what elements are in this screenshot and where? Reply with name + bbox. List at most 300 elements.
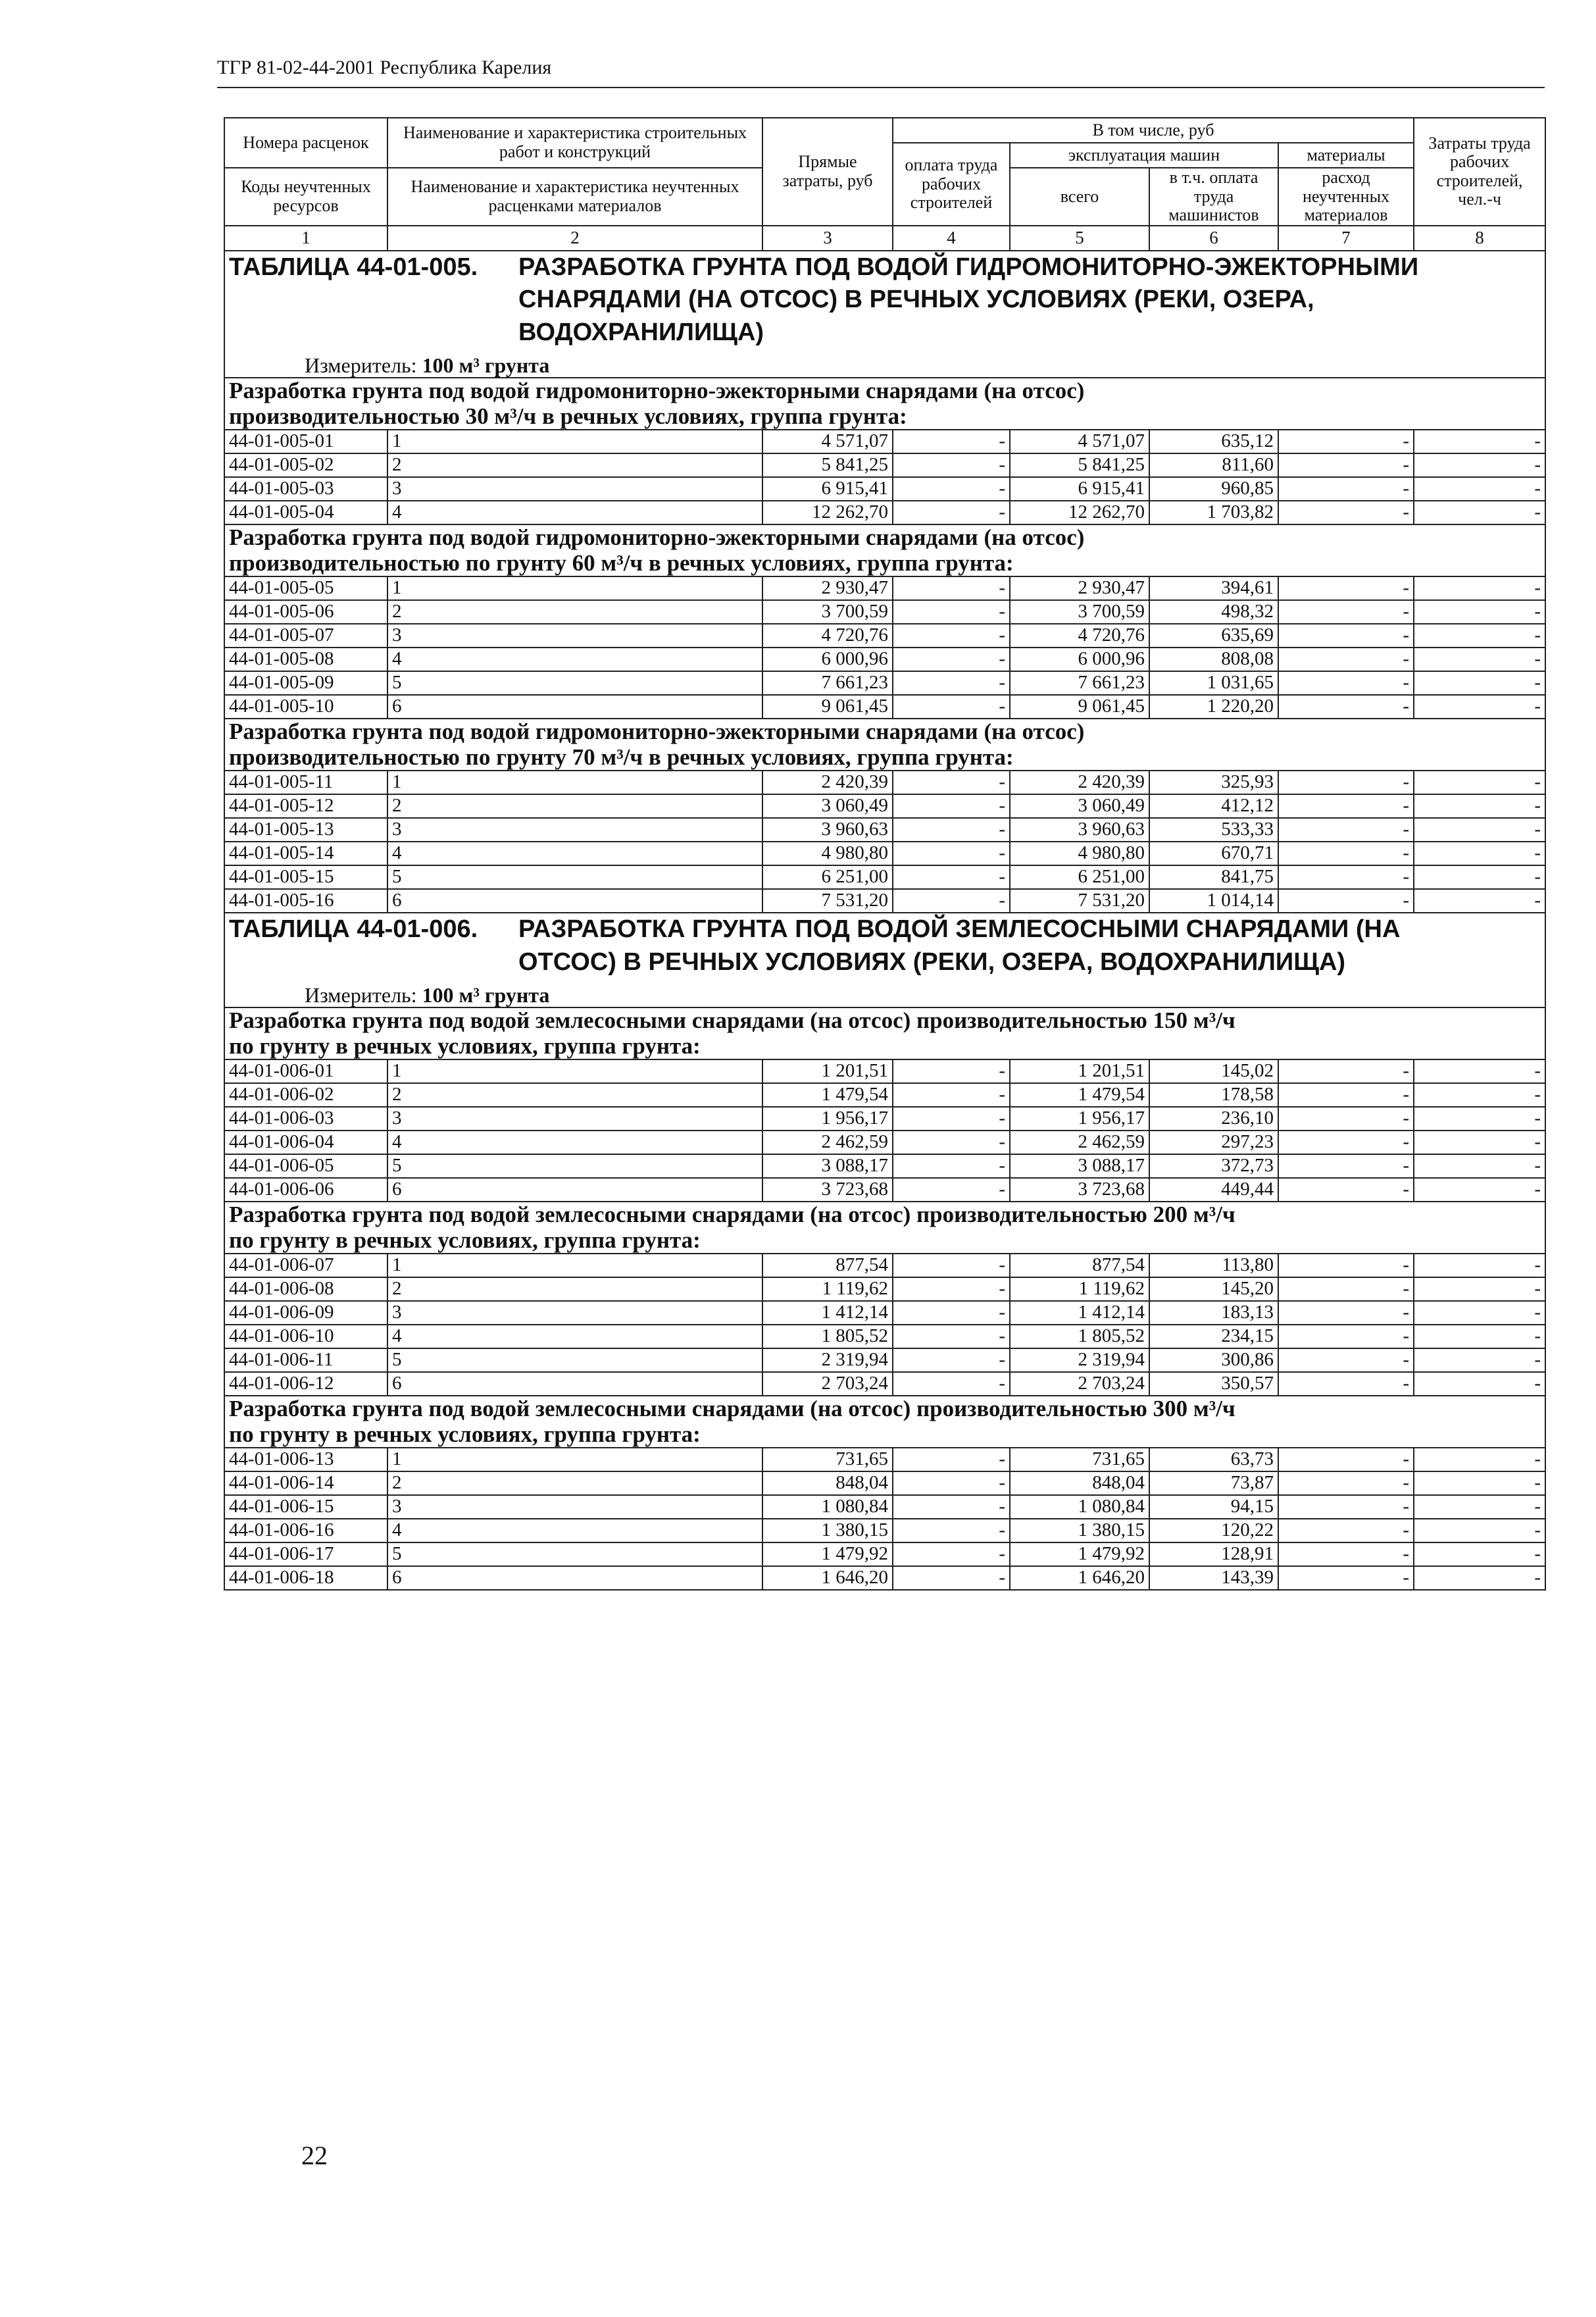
table-row (224, 624, 1545, 648)
section-title-row (224, 1007, 1545, 1059)
soil-group: 4 (387, 842, 762, 865)
direct-cost: 12 262,70 (762, 501, 893, 524)
materials-cost: - (1278, 794, 1414, 818)
table-row (224, 842, 1545, 865)
machines-cost: 3 700,59 (1010, 600, 1149, 624)
rate-code: 44-01-005-14 (224, 842, 387, 865)
direct-cost: 877,54 (762, 1254, 893, 1277)
direct-cost: 848,04 (762, 1471, 893, 1495)
table-row (224, 1254, 1545, 1277)
table-row (224, 1178, 1545, 1202)
column-numbers-row (224, 226, 1545, 251)
machines-cost: 4 980,80 (1010, 842, 1149, 865)
materials-cost: - (1278, 1059, 1414, 1083)
section-title-line: Разработка грунта под водой гидромониторно-эжекторными снарядами (на отсос) (229, 719, 1085, 745)
machines-cost: 1 805,52 (1010, 1325, 1149, 1348)
col-header-incl: В том числе, руб (893, 118, 1414, 143)
section-title-line: производительностью по грунту 60 м³/ч в речных условиях, группа грунта: (229, 549, 1014, 576)
labor-cost: - (1414, 1348, 1545, 1372)
direct-cost: 1 412,14 (762, 1301, 893, 1325)
machinists-pay: 1 703,82 (1149, 501, 1278, 524)
labor-cost: - (1414, 818, 1545, 842)
labor-pay: - (893, 842, 1010, 865)
soil-group: 6 (387, 1372, 762, 1396)
table-row (224, 1083, 1545, 1107)
measure-unit (229, 984, 1541, 1007)
labor-pay: - (893, 794, 1010, 818)
machines-cost: 848,04 (1010, 1471, 1149, 1495)
rate-code: 44-01-005-11 (224, 771, 387, 794)
section-title-line: Разработка грунта под водой гидромониторно-эжекторными снарядами (на отсос) (229, 378, 1085, 404)
labor-cost: - (1414, 1471, 1545, 1495)
soil-group: 5 (387, 671, 762, 695)
col-header-direct: Прямые затраты, руб (762, 118, 893, 226)
machinists-pay: 498,32 (1149, 600, 1278, 624)
page-number: 22 (301, 2141, 328, 2170)
direct-cost: 2 930,47 (762, 576, 893, 600)
table-title (224, 251, 1545, 378)
labor-cost: - (1414, 453, 1545, 477)
labor-pay: - (893, 453, 1010, 477)
soil-group: 3 (387, 1495, 762, 1519)
direct-cost: 2 462,59 (762, 1131, 893, 1154)
machinists-pay: 63,73 (1149, 1448, 1278, 1471)
table-row (224, 453, 1545, 477)
rate-code: 44-01-006-17 (224, 1542, 387, 1566)
table-title (224, 913, 1545, 1007)
labor-pay: - (893, 1325, 1010, 1348)
materials-cost: - (1278, 624, 1414, 648)
table-row (224, 695, 1545, 719)
direct-cost: 1 201,51 (762, 1059, 893, 1083)
labor-pay: - (893, 1495, 1010, 1519)
direct-cost: 3 088,17 (762, 1154, 893, 1178)
machines-cost: 5 841,25 (1010, 453, 1149, 477)
direct-cost: 2 319,94 (762, 1348, 893, 1372)
labor-pay: - (893, 671, 1010, 695)
labor-cost: - (1414, 430, 1545, 453)
measure-label: Измеритель: (305, 353, 417, 377)
table-title-line (229, 913, 1541, 946)
col-number: 4 (893, 226, 1010, 251)
labor-cost: - (1414, 1448, 1545, 1471)
section-title (224, 1202, 1545, 1254)
materials-cost: - (1278, 1083, 1414, 1107)
direct-cost: 731,65 (762, 1448, 893, 1471)
section-title-line: по грунту в речных условиях, группа грунта: (229, 1227, 701, 1253)
materials-cost: - (1278, 1325, 1414, 1348)
labor-pay: - (893, 865, 1010, 889)
materials-cost: - (1278, 1519, 1414, 1542)
soil-group: 5 (387, 1348, 762, 1372)
labor-cost: - (1414, 1059, 1545, 1083)
table-row (224, 865, 1545, 889)
direct-cost: 7 531,20 (762, 889, 893, 913)
machines-cost: 2 930,47 (1010, 576, 1149, 600)
labor-pay: - (893, 624, 1010, 648)
labor-pay: - (893, 1372, 1010, 1396)
labor-cost: - (1414, 1372, 1545, 1396)
soil-group: 5 (387, 1542, 762, 1566)
soil-group: 3 (387, 624, 762, 648)
direct-cost: 3 723,68 (762, 1178, 893, 1202)
labor-pay: - (893, 600, 1010, 624)
machines-cost: 877,54 (1010, 1254, 1149, 1277)
soil-group: 4 (387, 1131, 762, 1154)
materials-cost: - (1278, 430, 1414, 453)
soil-group: 1 (387, 771, 762, 794)
machinists-pay: 73,87 (1149, 1471, 1278, 1495)
table-title-text: СНАРЯДАМИ (НА ОТСОС) В РЕЧНЫХ УСЛОВИЯХ (РЕКИ, ОЗЕРА, (518, 286, 1314, 314)
table-row (224, 889, 1545, 913)
soil-group: 4 (387, 1519, 762, 1542)
direct-cost: 3 960,63 (762, 818, 893, 842)
materials-cost: - (1278, 842, 1414, 865)
machines-cost: 2 703,24 (1010, 1372, 1149, 1396)
labor-cost: - (1414, 1325, 1545, 1348)
soil-group: 3 (387, 1301, 762, 1325)
measure-value: 100 м³ грунта (422, 982, 550, 1007)
rate-code: 44-01-006-05 (224, 1154, 387, 1178)
table-row (224, 1131, 1545, 1154)
section-title-row (224, 378, 1545, 430)
col-header-machines-total: всего (1010, 168, 1149, 226)
labor-cost: - (1414, 771, 1545, 794)
direct-cost: 1 479,92 (762, 1542, 893, 1566)
labor-pay: - (893, 576, 1010, 600)
header-rule (217, 87, 1545, 88)
labor-pay: - (893, 477, 1010, 501)
machinists-pay: 841,75 (1149, 865, 1278, 889)
labor-pay: - (893, 1059, 1010, 1083)
machinists-pay: 120,22 (1149, 1519, 1278, 1542)
materials-cost: - (1278, 695, 1414, 719)
labor-cost: - (1414, 1519, 1545, 1542)
table-row (224, 1495, 1545, 1519)
rate-code: 44-01-005-12 (224, 794, 387, 818)
machinists-pay: 113,80 (1149, 1254, 1278, 1277)
section-title-row (224, 1202, 1545, 1254)
soil-group: 6 (387, 1178, 762, 1202)
direct-cost: 2 703,24 (762, 1372, 893, 1396)
direct-cost: 1 646,20 (762, 1566, 893, 1590)
soil-group: 3 (387, 477, 762, 501)
materials-cost: - (1278, 453, 1414, 477)
labor-pay: - (893, 1471, 1010, 1495)
materials-cost: - (1278, 771, 1414, 794)
col-number: 8 (1414, 226, 1545, 251)
soil-group: 6 (387, 889, 762, 913)
col-header-materials: материалы (1278, 143, 1414, 168)
direct-cost: 1 080,84 (762, 1495, 893, 1519)
table-title-line (229, 251, 1541, 284)
labor-cost: - (1414, 1301, 1545, 1325)
section-title-line: по грунту в речных условиях, группа грунта: (229, 1032, 701, 1059)
machinists-pay: 372,73 (1149, 1154, 1278, 1178)
section-title-row (224, 1396, 1545, 1448)
soil-group: 3 (387, 1107, 762, 1131)
machines-cost: 7 531,20 (1010, 889, 1149, 913)
col-header-code-top: Номера расценок (224, 118, 387, 168)
direct-cost: 5 841,25 (762, 453, 893, 477)
machines-cost: 3 060,49 (1010, 794, 1149, 818)
machines-cost: 7 661,23 (1010, 671, 1149, 695)
machinists-pay: 234,15 (1149, 1325, 1278, 1348)
labor-pay: - (893, 501, 1010, 524)
table-row (224, 1154, 1545, 1178)
rate-code: 44-01-005-01 (224, 430, 387, 453)
soil-group: 6 (387, 1566, 762, 1590)
machinists-pay: 350,57 (1149, 1372, 1278, 1396)
soil-group: 4 (387, 501, 762, 524)
col-header-name-top: Наименование и характеристика строительных работ и конструкций (387, 118, 762, 168)
rate-code: 44-01-006-14 (224, 1471, 387, 1495)
materials-cost: - (1278, 865, 1414, 889)
col-number: 1 (224, 226, 387, 251)
direct-cost: 6 251,00 (762, 865, 893, 889)
measure-value: 100 м³ грунта (422, 353, 550, 377)
labor-cost: - (1414, 1107, 1545, 1131)
materials-cost: - (1278, 1301, 1414, 1325)
labor-cost: - (1414, 1277, 1545, 1301)
section-title-row (224, 524, 1545, 576)
labor-cost: - (1414, 1154, 1545, 1178)
table-row (224, 648, 1545, 671)
machines-cost: 3 723,68 (1010, 1178, 1149, 1202)
machinists-pay: 325,93 (1149, 771, 1278, 794)
materials-cost: - (1278, 1542, 1414, 1566)
machines-cost: 2 420,39 (1010, 771, 1149, 794)
materials-cost: - (1278, 818, 1414, 842)
table-row (224, 1059, 1545, 1083)
machines-cost: 2 319,94 (1010, 1348, 1149, 1372)
table-row (224, 1107, 1545, 1131)
section-title-line: Разработка грунта под водой гидромониторно-эжекторными снарядами (на отсос) (229, 524, 1085, 551)
rate-code: 44-01-006-09 (224, 1301, 387, 1325)
labor-pay: - (893, 1277, 1010, 1301)
machinists-pay: 412,12 (1149, 794, 1278, 818)
col-header-machines: эксплуатация машин (1010, 143, 1278, 168)
machines-cost: 3 960,63 (1010, 818, 1149, 842)
table-row (224, 430, 1545, 453)
table-label: ТАБЛИЦА 44-01-005. (229, 253, 478, 281)
machinists-pay: 449,44 (1149, 1178, 1278, 1202)
section-title (224, 719, 1545, 771)
labor-cost: - (1414, 1495, 1545, 1519)
col-number: 3 (762, 226, 893, 251)
rate-code: 44-01-005-13 (224, 818, 387, 842)
table-title-text: РАЗРАБОТКА ГРУНТА ПОД ВОДОЙ ЗЕМЛЕСОСНЫМИ СНАРЯДАМИ (НА (518, 915, 1401, 944)
direct-cost: 1 119,62 (762, 1277, 893, 1301)
labor-pay: - (893, 1131, 1010, 1154)
table-label: ТАБЛИЦА 44-01-006. (229, 915, 478, 944)
table-title-row (224, 913, 1545, 1007)
labor-pay: - (893, 1083, 1010, 1107)
machinists-pay: 183,13 (1149, 1301, 1278, 1325)
labor-cost: - (1414, 501, 1545, 524)
table-row (224, 818, 1545, 842)
labor-cost: - (1414, 794, 1545, 818)
machinists-pay: 670,71 (1149, 842, 1278, 865)
labor-pay: - (893, 1566, 1010, 1590)
direct-cost: 1 805,52 (762, 1325, 893, 1348)
table-title-text: ВОДОХРАНИЛИЩА) (518, 318, 764, 346)
labor-cost: - (1414, 1566, 1545, 1590)
table-row (224, 477, 1545, 501)
soil-group: 5 (387, 865, 762, 889)
direct-cost: 9 061,45 (762, 695, 893, 719)
section-title-line: Разработка грунта под водой землесосными снарядами (на отсос) производительностью 150 м³/ч (229, 1007, 1235, 1034)
materials-cost: - (1278, 600, 1414, 624)
direct-cost: 4 571,07 (762, 430, 893, 453)
labor-cost: - (1414, 1542, 1545, 1566)
labor-pay: - (893, 771, 1010, 794)
direct-cost: 3 700,59 (762, 600, 893, 624)
direct-cost: 6 000,96 (762, 648, 893, 671)
col-header-code-bottom: Коды неучтенных ресурсов (224, 168, 387, 226)
soil-group: 4 (387, 1325, 762, 1348)
rate-code: 44-01-006-16 (224, 1519, 387, 1542)
labor-cost: - (1414, 1131, 1545, 1154)
table-row (224, 1325, 1545, 1348)
materials-cost: - (1278, 1348, 1414, 1372)
labor-cost: - (1414, 576, 1545, 600)
soil-group: 2 (387, 600, 762, 624)
col-header-name-bottom: Наименование и характеристика неучтенных расценками материалов (387, 168, 762, 226)
labor-cost: - (1414, 1178, 1545, 1202)
labor-pay: - (893, 1542, 1010, 1566)
machinists-pay: 300,86 (1149, 1348, 1278, 1372)
direct-cost: 4 720,76 (762, 624, 893, 648)
rate-code: 44-01-005-10 (224, 695, 387, 719)
labor-pay: - (893, 430, 1010, 453)
machines-cost: 6 251,00 (1010, 865, 1149, 889)
materials-cost: - (1278, 501, 1414, 524)
soil-group: 1 (387, 1448, 762, 1471)
rate-code: 44-01-005-04 (224, 501, 387, 524)
soil-group: 1 (387, 576, 762, 600)
machinists-pay: 236,10 (1149, 1107, 1278, 1131)
rate-code: 44-01-006-07 (224, 1254, 387, 1277)
section-title-line: производительностью 30 м³/ч в речных условиях, группа грунта: (229, 403, 907, 429)
table-row (224, 1519, 1545, 1542)
machinists-pay: 635,69 (1149, 624, 1278, 648)
rate-code: 44-01-005-07 (224, 624, 387, 648)
soil-group: 2 (387, 453, 762, 477)
materials-cost: - (1278, 671, 1414, 695)
section-title-line: по грунту в речных условиях, группа грунта: (229, 1421, 701, 1447)
machinists-pay: 1 031,65 (1149, 671, 1278, 695)
machinists-pay: 143,39 (1149, 1566, 1278, 1590)
machines-cost: 1 479,54 (1010, 1083, 1149, 1107)
machinists-pay: 145,20 (1149, 1277, 1278, 1301)
section-title (224, 1396, 1545, 1448)
labor-cost: - (1414, 865, 1545, 889)
machinists-pay: 533,33 (1149, 818, 1278, 842)
machines-cost: 4 720,76 (1010, 624, 1149, 648)
table-row (224, 1301, 1545, 1325)
machinists-pay: 94,15 (1149, 1495, 1278, 1519)
rate-code: 44-01-006-13 (224, 1448, 387, 1471)
direct-cost: 3 060,49 (762, 794, 893, 818)
measure-unit (229, 354, 1541, 377)
labor-pay: - (893, 1348, 1010, 1372)
materials-cost: - (1278, 648, 1414, 671)
machines-cost: 1 119,62 (1010, 1277, 1149, 1301)
machines-cost: 1 412,14 (1010, 1301, 1149, 1325)
labor-pay: - (893, 695, 1010, 719)
labor-pay: - (893, 1154, 1010, 1178)
labor-pay: - (893, 889, 1010, 913)
direct-cost: 1 956,17 (762, 1107, 893, 1131)
soil-group: 1 (387, 1254, 762, 1277)
col-header-materials-sub: расход неучтенных материалов (1278, 168, 1414, 226)
materials-cost: - (1278, 1448, 1414, 1471)
table-row (224, 1542, 1545, 1566)
rate-code: 44-01-006-01 (224, 1059, 387, 1083)
col-number: 2 (387, 226, 762, 251)
materials-cost: - (1278, 1495, 1414, 1519)
machinists-pay: 635,12 (1149, 430, 1278, 453)
materials-cost: - (1278, 1131, 1414, 1154)
machines-cost: 2 462,59 (1010, 1131, 1149, 1154)
labor-pay: - (893, 1448, 1010, 1471)
labor-pay: - (893, 818, 1010, 842)
materials-cost: - (1278, 1277, 1414, 1301)
materials-cost: - (1278, 576, 1414, 600)
materials-cost: - (1278, 477, 1414, 501)
materials-cost: - (1278, 1471, 1414, 1495)
col-number: 6 (1149, 226, 1278, 251)
soil-group: 2 (387, 1083, 762, 1107)
rate-code: 44-01-005-16 (224, 889, 387, 913)
materials-cost: - (1278, 1107, 1414, 1131)
machines-cost: 1 080,84 (1010, 1495, 1149, 1519)
soil-group: 3 (387, 818, 762, 842)
rate-code: 44-01-006-02 (224, 1083, 387, 1107)
table-row (224, 1277, 1545, 1301)
rate-code: 44-01-006-06 (224, 1178, 387, 1202)
rate-code: 44-01-006-10 (224, 1325, 387, 1348)
machines-cost: 12 262,70 (1010, 501, 1149, 524)
table-title-text: ОТСОС) В РЕЧНЫХ УСЛОВИЯХ (РЕКИ, ОЗЕРА, ВОДОХРАНИЛИЩА) (518, 948, 1346, 976)
machines-cost: 1 201,51 (1010, 1059, 1149, 1083)
table-row (224, 501, 1545, 524)
soil-group: 5 (387, 1154, 762, 1178)
rate-code: 44-01-006-11 (224, 1348, 387, 1372)
machinists-pay: 394,61 (1149, 576, 1278, 600)
materials-cost: - (1278, 1566, 1414, 1590)
labor-cost: - (1414, 695, 1545, 719)
table-title-row (224, 251, 1545, 378)
table-row (224, 1448, 1545, 1471)
rate-code: 44-01-005-15 (224, 865, 387, 889)
direct-cost: 7 661,23 (762, 671, 893, 695)
table-row (224, 1471, 1545, 1495)
rate-code: 44-01-006-08 (224, 1277, 387, 1301)
materials-cost: - (1278, 1372, 1414, 1396)
table-row (224, 1348, 1545, 1372)
table-row (224, 771, 1545, 794)
section-title-line: Разработка грунта под водой землесосными снарядами (на отсос) производительностью 300 м³/ч (229, 1396, 1235, 1422)
machinists-pay: 960,85 (1149, 477, 1278, 501)
direct-cost: 2 420,39 (762, 771, 893, 794)
labor-cost: - (1414, 648, 1545, 671)
machinists-pay: 145,02 (1149, 1059, 1278, 1083)
section-title-line: Разработка грунта под водой землесосными снарядами (на отсос) производительностью 200 м³/ч (229, 1202, 1235, 1228)
table-row (224, 794, 1545, 818)
soil-group: 1 (387, 430, 762, 453)
